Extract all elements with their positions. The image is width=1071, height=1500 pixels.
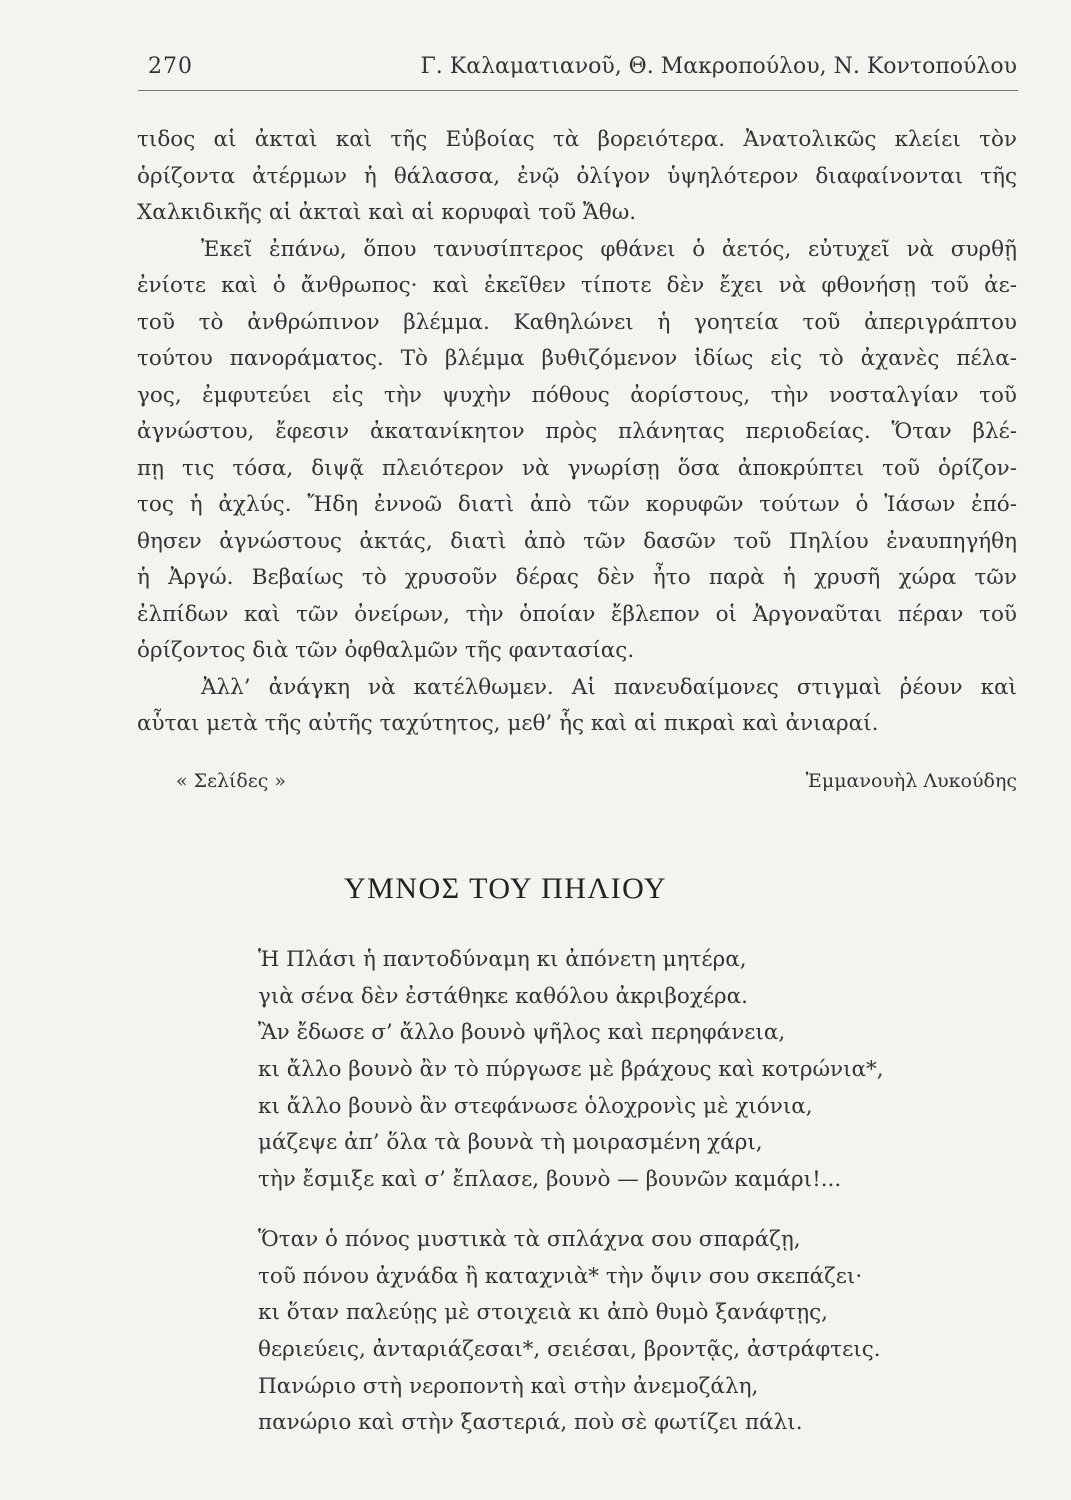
poem-line: Ἂν ἔδωσε σ’ ἄλλο βουνὸ ψῆλος καὶ περηφάνεια,	[258, 1020, 786, 1046]
page-number: 270	[148, 54, 193, 79]
poem-line: τὴν ἔσμιξε καὶ σ’ ἔπλασε, βουνὸ — βουνῶν καμάρι!...	[258, 1167, 842, 1193]
source-title: « Σελίδες »	[176, 770, 287, 792]
poem-line: κι ὅταν παλεύῃς μὲ στοιχειὰ κι ἀπὸ θυμὸ ξανάφτῃς,	[258, 1300, 828, 1326]
poem-title: ΥΜΝΟΣ ΤΟΥ ΠΗΛΙΟΥ	[343, 872, 667, 905]
poem-line: μάζεψε ἀπ’ ὅλα τὰ βουνὰ τὴ μοιρασμένη χάρι,	[258, 1130, 763, 1156]
prose-line: τιδος αἱ ἀκταὶ καὶ τῆς Εὐβοίας τὰ βορειότερα. Ἀνατολικῶς κλείει τὸν	[137, 127, 1017, 152]
header-rule	[138, 90, 1018, 91]
poem-line: γιὰ σένα δὲν ἐστάθηκε καθόλου ἀκριβοχέρα.	[258, 983, 748, 1009]
prose-line: Ἀλλ’ ἀνάγκη νὰ κατέλθωμεν. Αἱ πανευδαίμονες στιγμαὶ ῥέουν καὶ	[201, 674, 1017, 700]
source-attribution	[176, 770, 1017, 800]
prose-line: τοῦ τὸ ἀνθρώπινον βλέμμα. Καθηλώνει ἡ γοητεία τοῦ ἀπεριγράπτου	[137, 309, 1017, 335]
poem-line: Ἡ Πλάσι ἡ παντοδύναμη κι ἀπόνετη μητέρα,	[258, 947, 747, 972]
page-header	[140, 50, 1017, 86]
prose-line: τούτου πανοράματος. Τὸ βλέμμα βυθιζόμενον ἰδίως εἰς τὸ ἀχανὲς πέλα-	[137, 346, 1017, 371]
poem-line: θεριεύεις, ἀνταριάζεσαι*, σειέσαι, βροντᾷς, ἀστράφτεις.	[258, 1337, 881, 1363]
prose-line: ἡ Ἀργώ. Βεβαίως τὸ χρυσοῦν δέρας δὲν ἦτο παρὰ ἡ χρυσῆ χώρα τῶν	[137, 565, 1017, 590]
source-author: Ἐμμανουὴλ Λυκούδης	[805, 770, 1017, 792]
prose-line: ὁρίζοντα ἀτέρμων ἡ θάλασσα, ἐνῷ ὀλίγον ὑψηλότερον διαφαίνονται τῆς	[137, 163, 1017, 189]
poem-line: Πανώριο στὴ νεροποντὴ καὶ στὴν ἀνεμοζάλη,	[258, 1373, 759, 1399]
prose-line: Χαλκιδικῆς αἱ ἀκταὶ καὶ αἱ κορυφαὶ τοῦ Ἄθω.	[137, 200, 637, 225]
poem-line: κι ἄλλο βουνὸ ἂν τὸ πύργωσε μὲ βράχους καὶ κοτρώνια*,	[258, 1057, 884, 1083]
prose-line: ἀγνώστου, ἔφεσιν ἀκατανίκητον πρὸς πλάνητας περιοδείας. Ὅταν βλέ-	[137, 419, 1017, 444]
poem-line: κι ἄλλο βουνὸ ἂν στεφάνωσε ὁλοχρονὶς μὲ χιόνια,	[258, 1093, 813, 1119]
prose-line: πῃ τις τόσα, διψᾷ πλειότερον νὰ γνωρίσῃ ὅσα ἀποκρύπτει τοῦ ὁρίζον-	[137, 455, 1017, 481]
prose-passage	[137, 122, 1017, 743]
poem-line: τοῦ πόνου ἀχνάδα ἢ καταχνιὰ* τὴν ὄψιν σου σκεπάζει·	[258, 1263, 863, 1289]
poem-line: Ὅταν ὁ πόνος μυστικὰ τὰ σπλάχνα σου σπαράζῃ,	[258, 1227, 801, 1252]
running-head: Γ. Καλαματιανοῦ, Θ. Μακροπούλου, Ν. Κοντοπούλου	[420, 54, 1017, 79]
prose-line: Ἐκεῖ ἐπάνω, ὅπου τανυσίπτερος φθάνει ὁ ἀετός, εὐτυχεῖ νὰ συρθῇ	[201, 236, 1017, 262]
prose-line: γος, ἐμφυτεύει εἰς τὴν ψυχὴν πόθους ἀορίστους, τὴν νοσταλγίαν τοῦ	[137, 382, 1017, 408]
prose-line: αὗται μετὰ τῆς αὐτῆς ταχύτητος, μεθ’ ἧς καὶ αἱ πικραὶ καὶ ἀνιαραί.	[137, 711, 879, 736]
prose-line: τος ἡ ἀχλύς. Ἤδη ἐννοῶ διατὶ ἀπὸ τῶν κορυφῶν τούτων ὁ Ἰάσων ἐπό-	[137, 492, 1017, 517]
prose-line: ὁρίζοντος διὰ τῶν ὀφθαλμῶν τῆς φαντασίας.	[137, 638, 635, 663]
prose-line: ἐλπίδων καὶ τῶν ὀνείρων, τὴν ὁποίαν ἔβλεπον οἱ Ἀργοναῦται πέραν τοῦ	[137, 601, 1017, 627]
prose-line: ἐνίοτε καὶ ὁ ἄνθρωπος· καὶ ἐκεῖθεν τίποτε δὲν ἔχει νὰ φθονήσῃ τοῦ ἀε-	[137, 273, 1017, 298]
poem-line: πανώριο καὶ στὴν ξαστεριά, ποὺ σὲ φωτίζει πάλι.	[258, 1410, 803, 1436]
poem-stanza-2	[258, 1222, 881, 1442]
poem-stanza-1	[258, 942, 884, 1199]
prose-line: θησεν ἀγνώστους ἀκτάς, διατὶ ἀπὸ τῶν δασῶν τοῦ Πηλίου ἐναυπηγήθη	[137, 528, 1017, 554]
